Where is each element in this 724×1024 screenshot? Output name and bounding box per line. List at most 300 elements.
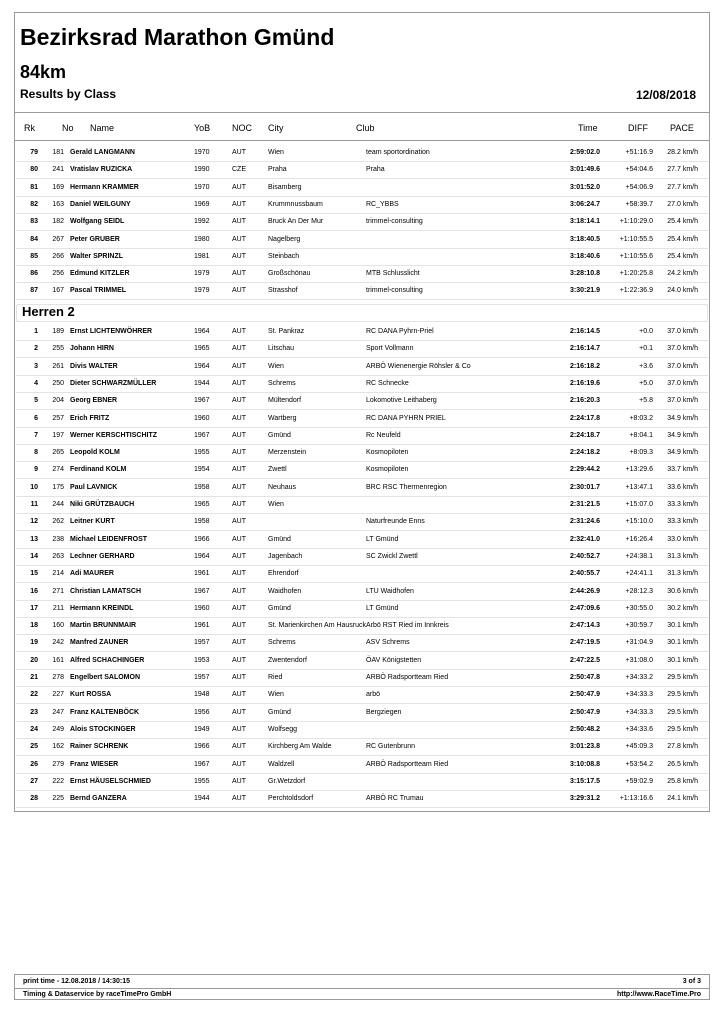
cell-yob: 1965 (194, 345, 210, 353)
cell-rk: 8 (34, 449, 38, 457)
timing-credit: Timing & Dataservice by raceTimePro GmbH (23, 991, 172, 998)
cell-noc: AUT (232, 149, 246, 156)
cell-name: Vratislav RUZICKA (70, 166, 133, 174)
cell-rk: 28 (30, 795, 38, 803)
cell-club: ARBÖ RC Trumau (366, 795, 424, 803)
cell-time: 2:47:22.5 (570, 656, 600, 664)
table-row (16, 249, 708, 266)
cell-rk: 85 (30, 252, 38, 260)
cell-name: Hermann KRAMMER (70, 183, 139, 191)
col-pace: PACE (670, 123, 694, 133)
cell-noc: AUT (232, 656, 246, 664)
cell-noc: AUT (232, 795, 246, 803)
cell-club: arbö (366, 691, 381, 699)
cell-time: 2:47:09.6 (570, 604, 600, 612)
cell-rk: 20 (30, 656, 38, 664)
cell-no: 211 (52, 604, 64, 612)
cell-diff: +8:09.3 (629, 449, 653, 457)
cell-city: Waidhofen (268, 587, 302, 595)
cell-name: Christian LAMATSCH (70, 587, 142, 595)
cell-club: trimmel-consulting (366, 218, 423, 226)
cell-time: 2:40:55.7 (570, 570, 600, 578)
cell-yob: 1992 (194, 218, 210, 226)
table-row (16, 653, 708, 670)
cell-name: Niki GRÜTZBAUCH (70, 501, 135, 508)
cell-club: LT Gmünd (366, 604, 399, 612)
cell-rk: 6 (34, 414, 38, 422)
table-row (16, 774, 708, 791)
table-row (16, 376, 708, 393)
cell-no: 169 (52, 183, 64, 191)
cell-no: 265 (52, 449, 64, 457)
cell-name: Hermann KREINDL (70, 604, 134, 612)
cell-city: Waldzell (268, 760, 295, 768)
cell-club: SC Zwickl Zwettl (366, 552, 418, 560)
cell-noc: AUT (232, 345, 246, 353)
cell-no: 225 (52, 795, 64, 803)
cell-city: Gmünd (268, 431, 291, 439)
print-time: print time - 12.08.2018 / 14:30:15 (23, 978, 130, 985)
cell-rk: 82 (30, 200, 38, 208)
cell-club: Praha (366, 166, 385, 174)
website-link[interactable]: http://www.RaceTime.Pro (616, 991, 701, 998)
table-row (16, 324, 708, 341)
cell-pace: 30.1 km/h (667, 639, 698, 647)
cell-yob: 1965 (194, 501, 210, 508)
cell-pace: 33.3 km/h (667, 518, 698, 526)
cell-noc: AUT (232, 218, 246, 226)
cell-rk: 86 (30, 270, 38, 278)
cell-time: 3:18:40.5 (570, 235, 600, 243)
cell-pace: 34.9 km/h (667, 449, 698, 457)
table-row (16, 618, 708, 635)
cell-time: 3:01:49.6 (570, 166, 600, 174)
cell-no: 249 (52, 725, 64, 733)
cell-diff: +15:07.0 (625, 501, 653, 508)
cell-no: 250 (52, 379, 64, 387)
cell-noc: AUT (232, 362, 246, 370)
cell-rk: 12 (30, 518, 38, 526)
table-row (16, 497, 708, 514)
cell-no: 238 (52, 535, 64, 543)
cell-rk: 17 (30, 604, 38, 612)
cell-yob: 1949 (194, 725, 210, 733)
cell-name: Engelbert SALOMON (70, 674, 141, 681)
table-row (16, 757, 708, 774)
cell-club: Kosmopiloten (366, 449, 409, 457)
table-row (16, 584, 708, 601)
cell-diff: +28:12.3 (625, 587, 653, 595)
cell-diff: +8:03.2 (629, 414, 653, 422)
cell-noc: AUT (232, 518, 246, 526)
cell-rk: 83 (30, 218, 38, 226)
cell-name: Daniel WEILGUNY (70, 200, 131, 208)
cell-diff: +3.6 (639, 362, 653, 370)
cell-time: 2:50:47.9 (570, 691, 600, 699)
cell-noc: AUT (232, 414, 246, 422)
cell-noc: AUT (232, 622, 246, 630)
cell-rk: 22 (30, 691, 38, 699)
cell-name: Leopold KOLM (70, 449, 120, 457)
table-row (16, 393, 708, 410)
cell-rk: 25 (30, 743, 38, 751)
cell-yob: 1966 (194, 743, 210, 751)
cell-no: 227 (52, 691, 64, 699)
cell-pace: 29.5 km/h (667, 708, 698, 716)
cell-yob: 1969 (194, 200, 210, 208)
cell-rk: 19 (30, 639, 38, 647)
cell-city: Neuhaus (268, 483, 297, 491)
cell-yob: 1954 (194, 466, 210, 474)
cell-time: 2:24:18.7 (570, 431, 600, 439)
cell-city: Bruck An Der Mur (268, 218, 324, 226)
cell-pace: 26.5 km/h (667, 760, 698, 768)
class-title: Herren 2 (22, 304, 75, 319)
page-footer (14, 974, 710, 1000)
cell-club: ARBÖ Radsportteam Ried (366, 760, 449, 768)
cell-club: ÖAV Königstetten (366, 656, 422, 664)
cell-yob: 1958 (194, 518, 210, 526)
cell-name: Adi MAURER (70, 570, 114, 578)
cell-pace: 33.7 km/h (667, 466, 698, 474)
cell-pace: 25.8 km/h (667, 777, 698, 785)
distance-subtitle: 84km (20, 62, 67, 82)
cell-noc: AUT (232, 725, 246, 733)
cell-yob: 1960 (194, 604, 210, 612)
cell-club: RC DANA Pyhrn-Priel (366, 328, 434, 335)
cell-rk: 27 (30, 777, 38, 785)
col-diff: DIFF (628, 123, 648, 133)
cell-pace: 25.4 km/h (667, 235, 698, 243)
cell-rk: 16 (30, 587, 38, 595)
cell-rk: 10 (30, 483, 38, 491)
cell-name: Werner KERSCHTISCHITZ (70, 431, 157, 439)
table-row (16, 705, 708, 722)
cell-yob: 1967 (194, 431, 210, 439)
cell-club: Arbö RST Ried im Innkreis (366, 622, 449, 630)
cell-no: 204 (52, 397, 64, 405)
cell-time: 2:29:44.2 (570, 466, 600, 474)
cell-diff: +1:10:29.0 (619, 218, 653, 226)
cell-city: Wien (268, 149, 284, 156)
cell-pace: 24.0 km/h (667, 287, 698, 295)
cell-pace: 24.2 km/h (667, 270, 698, 278)
cell-pace: 30.6 km/h (667, 587, 698, 595)
cell-yob: 1970 (194, 149, 210, 156)
cell-name: Divis WALTER (70, 362, 118, 370)
cell-city: Bisamberg (268, 183, 302, 191)
cell-time: 3:01:23.8 (570, 743, 600, 751)
cell-no: 274 (52, 466, 64, 474)
table-row (16, 232, 708, 249)
cell-diff: +31:04.9 (625, 639, 653, 647)
cell-yob: 1967 (194, 587, 210, 595)
cell-diff: +30:55.0 (625, 604, 653, 612)
cell-noc: AUT (232, 674, 246, 681)
cell-diff: +31:08.0 (625, 656, 653, 664)
col-name: Name (90, 123, 115, 133)
cell-noc: AUT (232, 183, 246, 191)
cell-pace: 37.0 km/h (667, 328, 698, 335)
cell-noc: AUT (232, 691, 246, 699)
col-city: City (268, 123, 284, 133)
cell-city: Gr.Wetzdorf (268, 777, 306, 785)
cell-name: Kurt ROSSA (70, 691, 112, 699)
table-row (16, 739, 708, 756)
cell-city: Schrems (268, 379, 296, 387)
cell-pace: 37.0 km/h (667, 345, 698, 353)
cell-yob: 1964 (194, 362, 210, 370)
cell-yob: 1990 (194, 166, 210, 174)
cell-name: Peter GRUBER (70, 235, 120, 243)
cell-diff: +1:10:55.5 (619, 235, 653, 243)
cell-name: Michael LEIDENFROST (70, 535, 148, 543)
cell-pace: 30.1 km/h (667, 622, 698, 630)
cell-name: Ferdinand KOLM (70, 466, 127, 474)
cell-pace: 25.4 km/h (667, 218, 698, 226)
cell-club: Rc Neufeld (366, 431, 401, 439)
cell-pace: 34.9 km/h (667, 431, 698, 439)
cell-city: Mültendorf (268, 397, 302, 405)
cell-time: 2:50:47.9 (570, 708, 600, 716)
cell-pace: 31.3 km/h (667, 570, 698, 578)
cell-time: 2:44:26.9 (570, 587, 600, 595)
cell-noc: AUT (232, 535, 246, 543)
cell-name: Pascal TRIMMEL (70, 287, 127, 295)
cell-time: 2:16:14.5 (570, 328, 600, 335)
cell-time: 3:29:31.2 (570, 795, 600, 803)
cell-city: Wolfsegg (268, 725, 298, 733)
cell-noc: AUT (232, 270, 246, 278)
cell-pace: 24.1 km/h (667, 795, 698, 803)
cell-pace: 25.4 km/h (667, 252, 698, 260)
cell-no: 256 (52, 270, 64, 278)
cell-diff: +1:13:16.6 (619, 795, 653, 803)
cell-yob: 1948 (194, 691, 210, 699)
cell-name: Gerald LANGMANN (70, 149, 135, 156)
cell-diff: +34:33.2 (625, 674, 653, 681)
group-header-box (16, 304, 708, 322)
cell-diff: +53:54.2 (625, 760, 653, 768)
footer-divider (15, 988, 709, 989)
cell-diff: +13:29.6 (625, 466, 653, 474)
cell-noc: AUT (232, 777, 246, 785)
cell-city: Wien (268, 501, 284, 508)
cell-diff: +45:09.3 (625, 743, 653, 751)
cell-time: 3:30:21.9 (570, 287, 600, 295)
cell-diff: +5.0 (639, 379, 653, 387)
cell-club: RC_YBBS (366, 200, 399, 208)
cell-pace: 37.0 km/h (667, 379, 698, 387)
cell-pace: 30.2 km/h (667, 604, 698, 612)
cell-rk: 18 (30, 622, 38, 630)
cell-rk: 7 (34, 431, 38, 439)
cell-time: 2:40:52.7 (570, 552, 600, 560)
cell-city: Krummnussbaum (268, 200, 323, 208)
cell-rk: 11 (30, 501, 38, 508)
cell-no: 161 (52, 656, 64, 664)
cell-name: Erich FRITZ (70, 414, 110, 422)
cell-name: Georg EBNER (70, 397, 118, 405)
cell-noc: CZE (232, 166, 246, 174)
cell-club: LTU Waidhofen (366, 587, 414, 595)
cell-no: 247 (52, 708, 64, 716)
cell-pace: 30.1 km/h (667, 656, 698, 664)
cell-yob: 1981 (194, 252, 210, 260)
cell-no: 279 (52, 760, 64, 768)
cell-time: 2:47:19.5 (570, 639, 600, 647)
cell-noc: AUT (232, 235, 246, 243)
cell-time: 3:15:17.5 (570, 777, 600, 785)
table-row (16, 283, 708, 300)
cell-rk: 1 (34, 328, 38, 335)
cell-pace: 27.8 km/h (667, 743, 698, 751)
cell-time: 2:59:02.0 (570, 149, 600, 156)
cell-diff: +15:10.0 (625, 518, 653, 526)
cell-noc: AUT (232, 328, 246, 335)
cell-yob: 1957 (194, 639, 210, 647)
cell-time: 2:47:14.3 (570, 622, 600, 630)
cell-noc: AUT (232, 287, 246, 295)
col-no: No (62, 123, 74, 133)
cell-time: 2:16:18.2 (570, 362, 600, 370)
cell-name: Rainer SCHRENK (70, 743, 129, 751)
cell-yob: 1966 (194, 535, 210, 543)
table-row (16, 214, 708, 231)
cell-yob: 1980 (194, 235, 210, 243)
cell-yob: 1961 (194, 622, 210, 630)
cell-noc: AUT (232, 570, 246, 578)
table-row (16, 722, 708, 739)
col-club: Club (356, 123, 375, 133)
cell-no: 271 (52, 587, 64, 595)
cell-time: 2:30:01.7 (570, 483, 600, 491)
cell-diff: +0.0 (639, 328, 653, 335)
cell-rk: 23 (30, 708, 38, 716)
cell-club: RC Schnecke (366, 379, 409, 387)
cell-noc: AUT (232, 431, 246, 439)
column-headers (0, 123, 724, 137)
cell-time: 2:32:41.0 (570, 535, 600, 543)
cell-diff: +54:06.9 (625, 183, 653, 191)
cell-noc: AUT (232, 604, 246, 612)
cell-city: Wien (268, 691, 284, 699)
cell-club: ASV Schrems (366, 639, 410, 647)
cell-no: 163 (52, 200, 64, 208)
cell-city: Gmünd (268, 535, 291, 543)
cell-no: 261 (52, 362, 64, 370)
table-row (16, 445, 708, 462)
cell-city: Perchtoldsdorf (268, 795, 314, 803)
cell-yob: 1961 (194, 570, 210, 578)
table-row (16, 480, 708, 497)
table-row (16, 197, 708, 214)
cell-pace: 33.6 km/h (667, 483, 698, 491)
cell-name: Leitner KURT (70, 518, 115, 526)
cell-noc: AUT (232, 587, 246, 595)
cell-yob: 1953 (194, 656, 210, 664)
cell-noc: AUT (232, 552, 246, 560)
cell-city: Gmünd (268, 708, 291, 716)
cell-time: 2:31:21.5 (570, 501, 600, 508)
cell-club: Sport Vollmann (366, 345, 414, 353)
cell-rk: 9 (34, 466, 38, 474)
cell-name: Franz WIESER (70, 760, 119, 768)
cell-noc: AUT (232, 483, 246, 491)
cell-name: Alois STOCKINGER (70, 725, 136, 733)
row-separator (16, 807, 708, 808)
cell-noc: AUT (232, 466, 246, 474)
cell-pace: 28.2 km/h (667, 149, 698, 156)
cell-club: ARBÖ Wienenergie Röhsler & Co (366, 362, 471, 370)
cell-club: Kosmopiloten (366, 466, 409, 474)
cell-city: Jagenbach (268, 552, 303, 560)
cell-pace: 33.0 km/h (667, 535, 698, 543)
cell-diff: +13:47.1 (625, 483, 653, 491)
cell-diff: +34:33.6 (625, 725, 653, 733)
cell-diff: +34:33.3 (625, 691, 653, 699)
cell-club: trimmel-consulting (366, 287, 423, 295)
cell-name: Alfred SCHACHINGER (70, 656, 145, 664)
cell-time: 3:18:40.6 (570, 252, 600, 260)
cell-yob: 1957 (194, 674, 210, 681)
cell-name: Manfred ZAUNER (70, 639, 129, 647)
cell-yob: 1955 (194, 449, 210, 457)
cell-yob: 1958 (194, 483, 210, 491)
cell-city: Wien (268, 362, 284, 370)
cell-club: ARBÖ Radsportteam Ried (366, 674, 449, 681)
cell-time: 2:16:20.3 (570, 397, 600, 405)
cell-diff: +1:10:55.6 (619, 252, 653, 260)
cell-pace: 27.0 km/h (667, 200, 698, 208)
cell-city: St. Pankraz (268, 328, 305, 335)
cell-yob: 1964 (194, 328, 210, 335)
cell-yob: 1967 (194, 397, 210, 405)
cell-diff: +54:04.6 (625, 166, 653, 174)
cell-no: 241 (52, 166, 64, 174)
cell-noc: AUT (232, 449, 246, 457)
cell-name: Lechner GERHARD (70, 552, 135, 560)
cell-yob: 1956 (194, 708, 210, 716)
column-divider (14, 140, 710, 141)
cell-name: Wolfgang SEIDL (70, 218, 125, 226)
cell-rk: 3 (34, 362, 38, 370)
cell-yob: 1979 (194, 270, 210, 278)
table-row (16, 145, 708, 162)
cell-time: 2:16:14.7 (570, 345, 600, 353)
cell-club: team sportordination (366, 149, 430, 156)
table-row (16, 462, 708, 479)
cell-rk: 5 (34, 397, 38, 405)
cell-name: Martin BRUNNMAIR (70, 622, 137, 630)
cell-rk: 15 (30, 570, 38, 578)
cell-club: Bergziegen (366, 708, 402, 716)
cell-club: Naturfreunde Enns (366, 518, 425, 526)
table-row (16, 791, 708, 808)
cell-no: 160 (52, 622, 64, 630)
cell-rk: 87 (30, 287, 38, 295)
cell-diff: +16:26.4 (625, 535, 653, 543)
cell-no: 197 (52, 431, 64, 439)
cell-no: 278 (52, 674, 64, 681)
cell-no: 263 (52, 552, 64, 560)
cell-city: Merzenstein (268, 449, 307, 457)
cell-city: Kirchberg Am Walde (268, 743, 332, 751)
table-row (16, 359, 708, 376)
cell-diff: +5.8 (639, 397, 653, 405)
cell-name: Ernst LICHTENWÖHRER (70, 328, 153, 335)
cell-no: 162 (52, 743, 64, 751)
